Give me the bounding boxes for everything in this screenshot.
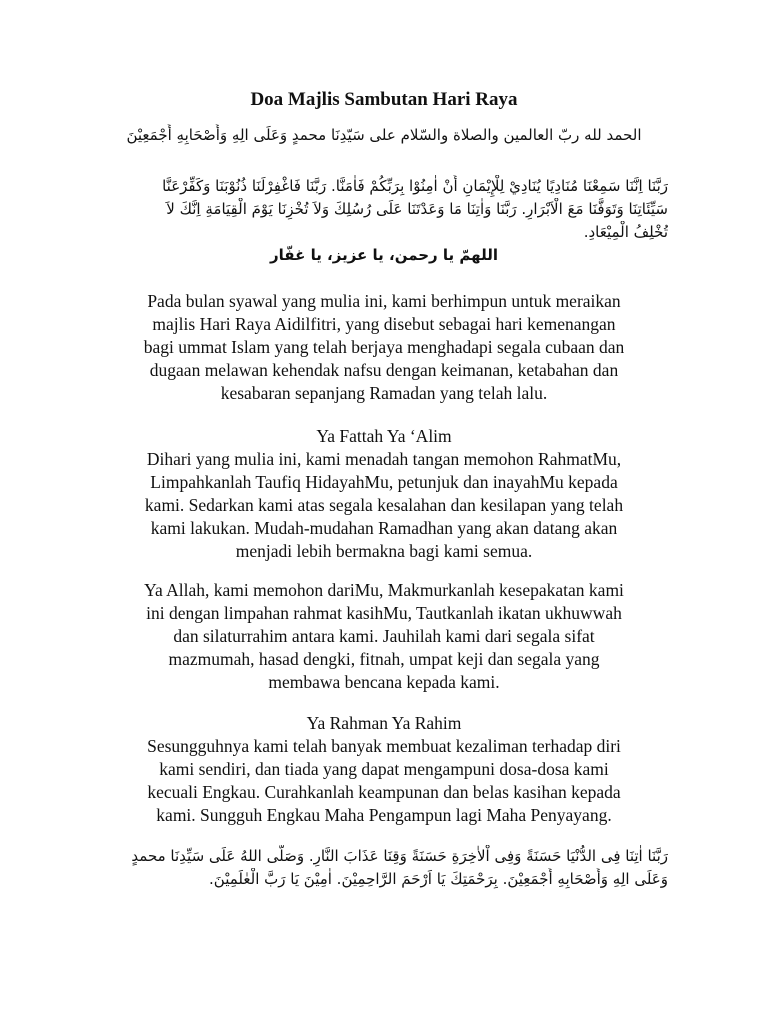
paragraph-line: Limpahkanlah Taufiq HidayahMu, petunjuk dan inayahMu kepada bbox=[150, 472, 618, 492]
paragraph-line: bagi ummat Islam yang telah berjaya menghadapi segala cubaan dan bbox=[143, 337, 625, 357]
paragraph-line: Dihari yang mulia ini, kami menadah tangan memohon RahmatMu, bbox=[146, 449, 622, 469]
paragraph-rahman bbox=[90, 712, 678, 827]
paragraph-line: Pada bulan syawal yang mulia ini, kami berhimpun untuk meraikan bbox=[147, 291, 621, 311]
quran-prayer-line-1: رَبَّنَا اِنَّنَا سَمِعْنَا مُنَادِيًا يُنَادِيْ لِلْإِيْمَانِ أَنْ اٰمِنُوْا بِرَبِّكُمْ فَاٰمَنَّا. رَبَّنَا فَاغْفِرْلَنَا ذُنُوْبَنَا وَكَفِّرْعَنَّا bbox=[162, 177, 668, 195]
paragraph-line: dugaan melawan kehendak nafsu dengan keimanan, ketabahan dan bbox=[149, 360, 619, 380]
closing-arabic-line-1: رَبَّنَا اٰتِنَا فِى الدُّنْيَا حَسَنَةً وَفِى اْلاٰخِرَةِ حَسَنَةً وَقِنَا عَذَابَ النَّارِ. وَصَلَّى اللهُ عَلَى سَيِّدِنَا محمدٍ bbox=[131, 847, 668, 865]
paragraph-syawal bbox=[90, 290, 678, 405]
paragraph-line: kecuali Engkau. Curahkanlah keampunan dan belas kasihan kepada bbox=[147, 782, 621, 802]
paragraph-line: membawa bencana kepada kami. bbox=[268, 672, 500, 692]
document-title: Doa Majlis Sambutan Hari Raya bbox=[250, 89, 518, 110]
paragraph-line: menjadi lebih bermakna bagi kami semua. bbox=[235, 541, 533, 561]
paragraph-line: kami. Sedarkan kami atas segala kesalahan dan kesilapan yang telah bbox=[144, 495, 624, 515]
paragraph-line: kami sendiri, dan tiada yang dapat mengampuni dosa-dosa kami bbox=[159, 759, 609, 779]
paragraph-line: Ya Allah, kami memohon dariMu, Makmurkanlah kesepakatan kami bbox=[144, 580, 624, 600]
paragraph-ya-allah bbox=[90, 579, 678, 694]
paragraph-line: majlis Hari Raya Aidilfitri, yang disebut sebagai hari kemenangan bbox=[152, 314, 616, 334]
section-heading: Ya Fattah Ya ‘Alim bbox=[316, 426, 452, 446]
paragraph-fattah bbox=[90, 425, 678, 563]
paragraph-line: dan silaturrahim antara kami. Jauhilah kami dari segala sifat bbox=[173, 626, 595, 646]
invocation-arabic-line: اللهمّ يا رحمن، يا عزيز، يا غفّار bbox=[270, 246, 498, 264]
paragraph-line: kesabaran sepanjang Ramadan yang telah lalu. bbox=[220, 383, 548, 403]
paragraph-line: mazmumah, hasad dengki, fitnah, umpat keji dan segala yang bbox=[168, 649, 600, 669]
opening-arabic-line: الحمد لله ربّ العالمين والصلاة والسّلام على سَيّدِنَا محمدٍ وَعَلَى الِهِ وَأَصْحَابِهِ أَجْمَعِيْنَ bbox=[126, 126, 642, 144]
paragraph-line: kami lakukan. Mudah-mudahan Ramadhan yang akan datang akan bbox=[150, 518, 618, 538]
quran-prayer-line-3: تُخْلِفُ الْمِيْعَادِ. bbox=[583, 223, 668, 241]
quran-prayer-line-2: سَيِّئَاتِنَا وَتَوَفَّنَا مَعَ الْاَبْرَارِ. رَبَّنَا وَاٰتِنَا مَا وَعَدْتَنَا عَلَى رُسُلِكَ وَلاَ تُخْزِنَا يَوْمَ الْقِيَامَةِ اِنَّكَ لاَ bbox=[166, 200, 668, 218]
paragraph-line: ini dengan limpahan rahmat kasihMu, Tautkanlah ikatan ukhuwwah bbox=[146, 603, 622, 623]
section-heading: Ya Rahman Ya Rahim bbox=[306, 713, 462, 733]
paragraph-line: Sesungguhnya kami telah banyak membuat kezaliman terhadap diri bbox=[147, 736, 621, 756]
paragraph-line: kami. Sungguh Engkau Maha Pengampun lagi Maha Penyayang. bbox=[156, 805, 612, 825]
closing-arabic-line-2: وَعَلَى الِهِ وَأَصْحَابِهِ أَجْمَعِيْنَ. بِرَحْمَتِكَ يَا اَرْحَمَ الرَّاحِمِيْنَ. اٰمِيْنَ يَا رَبَّ الْعٰلَمِيْنَ. bbox=[209, 870, 668, 888]
